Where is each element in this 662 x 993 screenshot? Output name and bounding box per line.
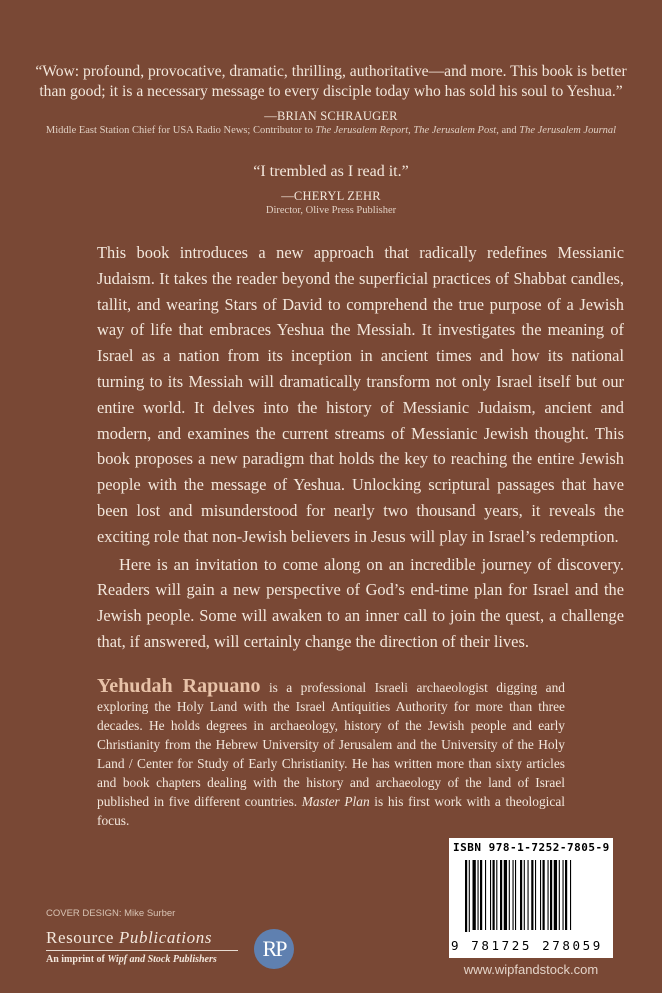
barcode-bar — [480, 860, 482, 930]
endorsement-1-name: —BRIAN SCHRAUGER — [264, 109, 398, 123]
publisher-name-b: Publications — [118, 928, 213, 947]
imprint-a: An imprint of — [46, 954, 108, 965]
barcode-bar — [565, 860, 567, 930]
publication: The Jerusalem Report — [315, 125, 409, 136]
endorsement-1-affiliation — [0, 124, 662, 138]
bio-text: is a professional Israeli archaeologist digging and exploring the Holy Land with the Israel Antiquities Authority for more than three decades. He holds degrees in archaeology, history of the Jewish people and early Christianity from the Hebrew University of Jerusalem and the University of the Holy Land / Center for Study of Early Christianity. He has written more than sixty articles and book chapters dealing with the history and archaeology of the land of Israel published in five different countries. — [97, 679, 565, 809]
sep: , — [408, 125, 414, 136]
author-name: Yehudah Rapuano — [97, 674, 261, 697]
publisher-name-a: Resource — [46, 928, 119, 947]
sep: , and — [496, 125, 520, 136]
barcode-bar — [528, 860, 529, 930]
barcode-bar — [496, 860, 497, 930]
barcode-bar — [535, 860, 536, 930]
barcode-bar — [550, 860, 552, 930]
endorsement-2-quote: “I trembled as I read it.” — [253, 163, 409, 180]
barcode-bar — [509, 860, 510, 930]
barcode-bar — [500, 860, 502, 930]
endorsement-2-name: —CHERYL ZEHR — [281, 189, 381, 203]
endorsement-1-quote: “Wow: profound, provocative, dramatic, thrilling, authoritative—and more. This book is better than good; it is a necessary message to every disciple today who has sold his soul to Yeshua.” — [35, 63, 627, 100]
barcode-bar — [490, 860, 491, 930]
barcode-bar — [543, 860, 545, 930]
description-paragraph: This book introduces a new approach that radically redefines Messianic Judaism. It takes the reader beyond the superficial practices of Shabbat candles, tallit, and wearing Stars of David to comprehend the true purpose of a Jewish way of life that embraces Yeshua the Messiah. It investigates the meaning of Israel as a nation from its inception in ancient times and how its national turning to its Messiah will dramatically transform not only Israel itself but our entire world. It delves into the history of Messianic Judaism, ancient and modern, and examines the current streams of Messianic Jewish thought. This book proposes a new paradigm that holds the key to reaching the entire Jewish people with the message of Yeshua. Unlocking scriptural passages that have been lost and misunderstood for nearly two thousand years, it reveals the exciting role that non-Jewish believers in Jesus will play in Israel’s redemption. — [97, 243, 624, 546]
barcode-bar — [540, 860, 541, 930]
publication: The Jerusalem Post — [413, 125, 497, 136]
cover-design-credit: COVER DESIGN: Mike Surber — [46, 908, 176, 919]
imprint-b: Wipf and Stock Publishers — [107, 954, 217, 965]
barcode-bars-icon — [465, 860, 605, 932]
barcode-bar — [469, 860, 470, 932]
barcode-bar — [570, 860, 571, 930]
rp-logo-icon: RP — [254, 929, 294, 969]
barcode-bar — [554, 860, 557, 930]
publisher-url[interactable]: www.wipfandstock.com — [463, 962, 599, 977]
barcode-bar — [493, 860, 495, 930]
publication: The Jerusalem Journal — [519, 125, 617, 136]
isbn-text: ISBN 978-1-7252-7805-9 — [453, 841, 610, 854]
endorsement-2-affiliation: Director, Olive Press Publisher — [265, 205, 397, 216]
barcode-bar — [485, 860, 486, 930]
publisher-imprint — [46, 953, 238, 966]
publisher-name — [46, 928, 238, 951]
affiliation-text: Middle East Station Chief for USA Radio News; Contributor to — [45, 125, 316, 136]
barcode-bar — [531, 860, 533, 930]
publisher-logo — [46, 928, 238, 966]
barcode-bar — [473, 860, 476, 930]
bio-text: is his first work with a theological focus. — [97, 793, 566, 828]
barcode-bar — [559, 860, 560, 930]
barcode-bar — [478, 860, 479, 930]
content-column — [0, 62, 662, 830]
barcode-bar — [548, 860, 549, 930]
author-bio — [97, 674, 566, 830]
barcode-bar — [524, 860, 525, 930]
description-paragraph: Here is an invitation to come along on an incredible journey of discovery. Readers will gain a new perspective of God’s end-time plan for Israel and the Jewish people. Some will awaken to an inner call to join the quest, a challenge that, if answered, will certainly change the direction of their lives. — [97, 554, 624, 651]
barcode-bar — [520, 860, 522, 930]
ean-digits: 9 781725 278059 — [451, 938, 603, 953]
barcode-bar — [504, 860, 507, 930]
barcode-bar — [513, 860, 514, 930]
barcode-bar — [515, 860, 516, 930]
book-description — [97, 240, 624, 655]
book-title: Master Plan — [301, 793, 370, 809]
barcode — [449, 838, 613, 958]
barcode-bar — [563, 860, 564, 930]
barcode-bar — [465, 860, 467, 932]
